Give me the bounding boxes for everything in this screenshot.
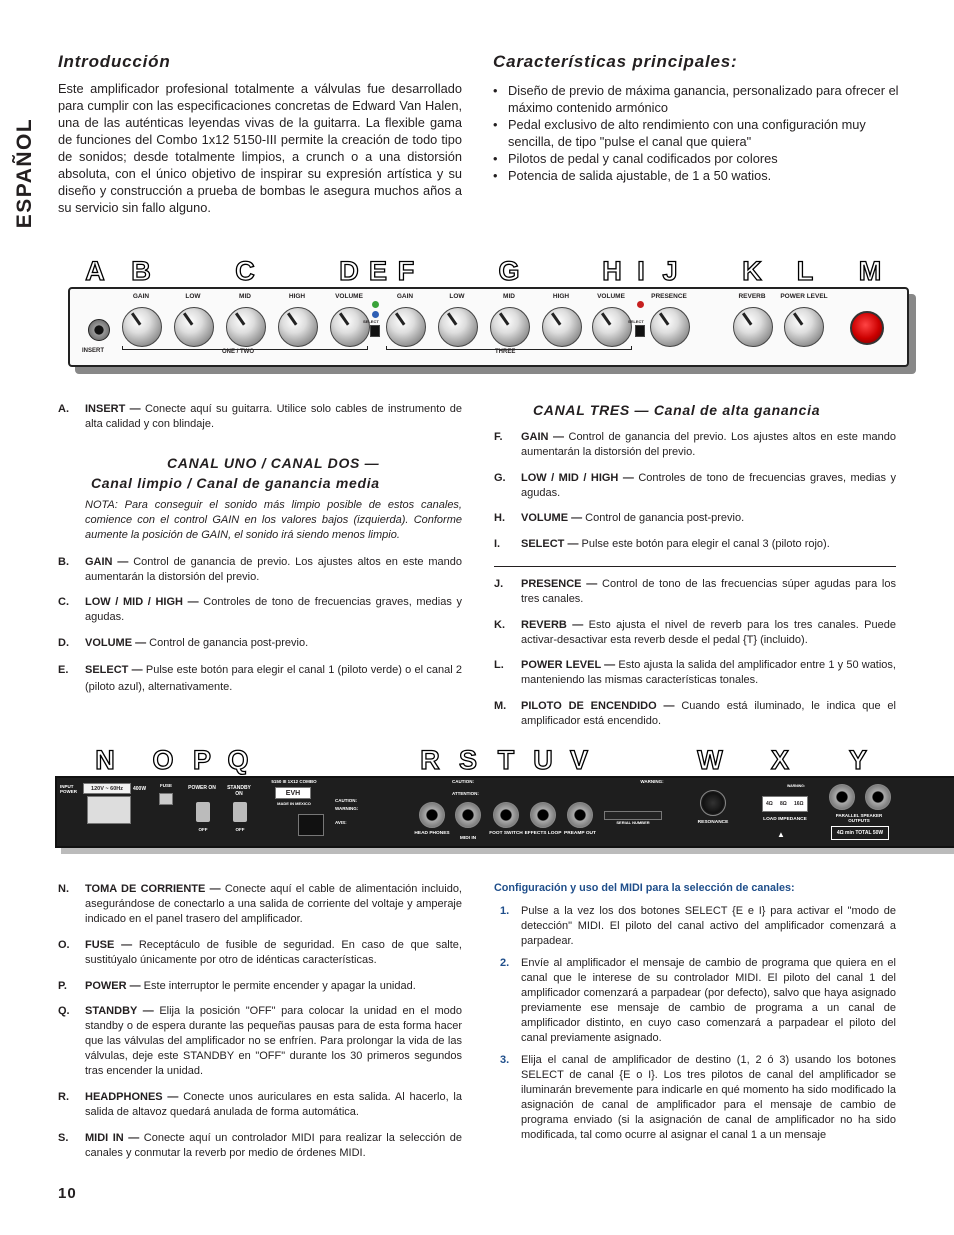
- item-i: I. SELECT — Pulse este botón para elegir el canal 3 (piloto rojo).: [494, 538, 830, 550]
- callout-letter: D: [339, 256, 359, 286]
- made-in-label: MADE IN MEXICO: [277, 801, 311, 806]
- reverb-knob: [733, 307, 773, 347]
- callout-letter: S: [458, 745, 477, 775]
- features-list: [493, 82, 903, 184]
- canal-uno-subtitle: Canal limpio / Canal de ganancia media: [91, 475, 380, 491]
- canal-uno-title: CANAL UNO / CANAL DOS —: [167, 455, 380, 471]
- fuse-holder: [159, 793, 173, 805]
- headphones-jack: [419, 802, 445, 828]
- callout-letter: M: [858, 256, 882, 286]
- warning-label: WARNING:: [786, 784, 806, 788]
- item-l: L. POWER LEVEL — Esto ajusta la salida del amplificador entre 1 y 50 watios, manteniendo las mismas características tonales.: [494, 659, 896, 686]
- callout-letter: T: [497, 745, 515, 775]
- high-knob: [542, 307, 582, 347]
- select-button: [635, 325, 645, 337]
- caution-label: CAUTION:: [452, 779, 474, 784]
- parallel-label: PARALLEL SPEAKER OUTPUTS: [835, 813, 883, 823]
- head-phones-label: HEAD PHONES: [414, 831, 450, 836]
- midi-step: 3. Elija el canal de amplificador de destino (1, 2 ó 3) usando los botones SELECT de canal {E o I}. Los tres pilotos de canal del amplificador se iluminarán brevemente para indicarle en qué momento ha sido modificado la asignación de canal de amplificador para el mensaje de cambio de programa enviado (si la asignación de canal de amplificador no ha sido modificada, tal como ocurre al asignar el canal 1 a un mensaje: [500, 1054, 896, 1141]
- language-side-label: ESPAÑOL: [13, 117, 36, 229]
- nota-text: NOTA: Para conseguir el sonido más limpio posible de estos canales, comience con el control GAIN en los valores bajos (izquierda). Conforme aumente la posición de GAIN, el sonido irá siendo menos limpio.: [85, 499, 462, 541]
- power-switch: [196, 802, 210, 822]
- power-level-knob: [784, 307, 824, 347]
- speaker-out-jack: [829, 784, 855, 810]
- warning-label: WARNING:: [335, 806, 359, 811]
- warning-triangle-icon: ▲: [777, 830, 785, 839]
- green-led: [372, 301, 379, 308]
- preamp-out-label: PREAMP OUT: [564, 831, 596, 836]
- callout-letter: R: [420, 745, 440, 775]
- feature-item: • Pilotos de pedal y canal codificados por colores: [493, 150, 903, 167]
- knob-label: LOW: [185, 293, 201, 300]
- callout-letter: V: [569, 745, 588, 775]
- midi-in-jack: [455, 802, 481, 828]
- preamp-out-jack: [567, 802, 593, 828]
- impedance-selector: 4Ω 8Ω 16Ω: [762, 796, 808, 812]
- off-label: OFF: [235, 827, 245, 832]
- knob-label: GAIN: [396, 293, 414, 300]
- select-button: [370, 325, 380, 337]
- feature-item: • Diseño de previo de máxima ganancia, personalizado para ofrecer el máximo contenido armónico: [493, 82, 903, 116]
- midi-step: 2. Envíe al amplificador el mensaje de cambio de programa que quiera en el canal que le interese de su controlador MIDI. El piloto del canal 1 del amplificador comenzará a parpadear (por defecto), salvo que haya asignado previamente ese mensaje de cambio de programa a un canal de amplificador distinto, en cuyo caso comenzará a parpadear el piloto del canal previamente asignado.: [500, 957, 896, 1044]
- item-f: F. GAIN — Control de ganancia del previo. Los ajustes altos en este mando aumentarán la distorsión del previo.: [494, 431, 896, 458]
- effects-loop-jack: [530, 802, 556, 828]
- divider: [494, 566, 896, 567]
- callout-letter: H: [602, 256, 622, 286]
- item-r: R. HEADPHONES — Conecte unos auriculares en esta salida. Al hacerlo, la salida de altavoz quedará anulada de forma automática.: [58, 1091, 462, 1118]
- feature-item: • Potencia de salida ajustable, de 1 a 50 watios.: [493, 167, 903, 184]
- knob-label: VOLUME: [597, 293, 625, 300]
- one-two-label: ONE / TWO: [222, 349, 254, 355]
- callout-letter: Y: [848, 745, 867, 775]
- voltage-label: 120V ~ 60Hz: [83, 783, 131, 794]
- footswitch-jack: [493, 802, 519, 828]
- knob-label: HIGH: [552, 293, 570, 300]
- effects-loop-label: EFFECTS LOOP: [524, 831, 562, 836]
- select-label: SELECT: [363, 319, 379, 324]
- callout-letter: X: [770, 745, 789, 775]
- select-label: SELECT: [628, 319, 644, 324]
- callout-letter: I: [637, 256, 645, 286]
- attention-label: ATTENTION:: [452, 791, 479, 796]
- model-label: 5150 III 1X12 COMBO: [271, 779, 317, 784]
- volume-knob: [592, 307, 632, 347]
- callout-letter: F: [397, 256, 415, 286]
- callout-letter: W: [697, 745, 723, 775]
- red-led: [637, 301, 644, 308]
- blue-led: [372, 311, 379, 318]
- front-panel-callouts: [80, 256, 890, 288]
- item-q: Q. STANDBY — Elija la posición "OFF" para colocar la unidad en el modo standby o de espera durante las pequeñas pausas para de esta forma hacer que las válvulas del amplificador no se enfríen. Para prolongar la vida de las válvulas, deje este STANDBY en "OFF" durante los 30 primeros segundos tras encender la unidad.: [58, 1005, 462, 1077]
- low-knob: [174, 307, 214, 347]
- insert-label: INSERT: [82, 348, 105, 354]
- callout-letter: G: [498, 256, 520, 286]
- mid-knob: [490, 307, 530, 347]
- callout-letter: K: [742, 256, 762, 286]
- mid-knob: [226, 307, 266, 347]
- canal-tres-title: CANAL TRES — Canal de alta ganancia: [533, 402, 821, 418]
- resonance-label: RESONANCE: [697, 820, 729, 825]
- item-s: S. MIDI IN — Conecte aquí un controlador MIDI para realizar la selección de canales y conmutar la reverb por medio de órdenes MIDI.: [58, 1132, 462, 1159]
- warning-label: WARNING:: [640, 779, 664, 784]
- knob-label: VOLUME: [335, 293, 363, 300]
- watts-label: 400W: [133, 786, 147, 792]
- callout-letter: J: [662, 256, 678, 286]
- item-p: P. POWER — Este interruptor le permite encender y apagar la unidad.: [58, 980, 416, 992]
- serial-plate: [298, 814, 324, 836]
- intro-title: Introducción: [58, 52, 171, 71]
- back-panel-diagram: [55, 776, 954, 848]
- power-lamp: [850, 311, 884, 345]
- three-label: THREE: [495, 349, 516, 355]
- item-a: A. INSERT — Conecte aquí su guitarra. Utilice solo cables de instrumento de alta calidad y con blindaje.: [58, 403, 462, 430]
- speaker-out-jack: [865, 784, 891, 810]
- min-total-label: 4Ω min TOTAL 50W: [831, 826, 889, 840]
- knob-label: HIGH: [288, 293, 306, 300]
- back-panel-callouts: [80, 745, 900, 777]
- callout-letter: N: [95, 745, 115, 775]
- callout-letter: Q: [227, 745, 249, 775]
- item-k: K. REVERB — Esto ajusta el nivel de reverb para los tres canales. Puede activar-desactivar esta reverb desde el pedal {T} (incluido).: [494, 619, 896, 646]
- knob-label: GAIN: [132, 293, 150, 300]
- item-o: O. FUSE — Receptáculo de fusible de seguridad. En caso de que salte, sustitúyalo únicamente por otro de idénticas características.: [58, 939, 462, 966]
- presence-knob: [650, 307, 690, 347]
- callout-letter: E: [368, 256, 387, 286]
- fuse-label: FUSE: [159, 783, 172, 788]
- item-g: G. LOW / MID / HIGH — Controles de tono de frecuencias graves, medias y agudas.: [494, 472, 896, 499]
- callout-letter: L: [796, 256, 814, 286]
- foot-switch-label: FOOT SWITCH: [489, 831, 523, 836]
- knob-label: PRESENCE: [651, 293, 687, 300]
- off-label: OFF: [198, 827, 208, 832]
- caution-label: CAUTION:: [335, 798, 357, 803]
- volume-knob: [330, 307, 370, 347]
- gain-knob: [122, 307, 162, 347]
- knob-label: MID: [503, 293, 515, 300]
- callout-letter: O: [152, 745, 174, 775]
- callout-letter: A: [85, 256, 105, 286]
- features-title: Características principales:: [493, 52, 738, 71]
- knob-label: LOW: [449, 293, 465, 300]
- standby-on-label: STANDBY ON: [227, 785, 251, 797]
- input-power-label: INPUT POWER: [60, 784, 78, 794]
- midi-title: Configuración y uso del MIDI para la selección de canales:: [494, 882, 795, 894]
- intro-section: [58, 52, 462, 216]
- item-d: D. VOLUME — Control de ganancia post-previo.: [58, 637, 309, 649]
- item-m: M. PILOTO DE ENCENDIDO — Cuando está iluminado, le indica que el amplificador está encendido.: [494, 700, 896, 727]
- power-on-label: POWER ON: [188, 785, 216, 791]
- insert-jack: [88, 319, 110, 341]
- midi-in-label: MIDI IN: [459, 836, 477, 841]
- resonance-knob: [700, 790, 726, 816]
- midi-step: 1. Pulse a la vez los dos botones SELECT {E e I} para activar el "modo de detección" MIDI. El piloto del canal activo del amplificador comenzará a parpadear.: [500, 905, 896, 947]
- callout-letter: P: [192, 745, 211, 775]
- callout-letter: U: [533, 745, 553, 775]
- item-n: N. TOMA DE CORRIENTE — Conecte aquí el cable de alimentación incluido, asegurándose de conectarlo a una salida de corriente del voltaje y amperaje indicado en el panel trasero del amplificador.: [58, 883, 462, 925]
- power-socket-icon: [87, 796, 131, 824]
- high-knob: [278, 307, 318, 347]
- callout-letter: B: [131, 256, 151, 286]
- gain-knob: [386, 307, 426, 347]
- features-section: [493, 52, 903, 184]
- standby-switch: [233, 802, 247, 822]
- front-panel-diagram: [68, 287, 909, 367]
- knob-label: MID: [239, 293, 251, 300]
- load-impedance-label: LOAD IMPEDANCE: [763, 817, 807, 822]
- item-c: C. LOW / MID / HIGH — Controles de tono de frecuencias graves, medias y agudas.: [58, 596, 462, 623]
- item-e: E. SELECT — Pulse este botón para elegir el canal 1 (piloto verde) o el canal 2 (piloto azul), alternativamente.: [58, 664, 463, 693]
- knob-label: POWER LEVEL: [780, 293, 828, 300]
- feature-item: • Pedal exclusivo de alto rendimiento con una configuración muy sencilla, de tipo "pulse el canal que quiera": [493, 116, 903, 150]
- item-b: B. GAIN — Control de ganancia de previo. Los ajustes altos en este mando aumentarán la distorsión del previo.: [58, 556, 462, 583]
- serial-number-box: [604, 811, 662, 820]
- low-knob: [438, 307, 478, 347]
- intro-text: Este amplificador profesional totalmente a válvulas fue desarrollado para cumplir con las especificaciones concretas de Edward Van Halen, una de las auténticas leyendas vivas de la guitarra. La flexible gama de funciones del Combo 1x12 5150-III permite la creación de todo tipo de sonidos; desde totalmente limpios, a crunch o a una distorsión absoluta, con el único objetivo de inspirar su expresión artística y su diseño y construcción a prueba de bombas le asegura muchos años a su servicio sin fallo alguno.: [58, 81, 462, 215]
- serial-label: SERIAL NUMBER: [616, 820, 650, 825]
- item-h: H. VOLUME — Control de ganancia post-previo.: [494, 512, 745, 524]
- brand-logo: EVH: [275, 787, 311, 799]
- page-number: 10: [58, 1185, 77, 1202]
- knob-label: REVERB: [738, 293, 766, 300]
- item-j: J. PRESENCE — Control de tono de las frecuencias súper agudas para los tres canales.: [494, 578, 896, 605]
- avis-label: AVIS:: [335, 820, 347, 825]
- callout-letter: C: [235, 256, 255, 286]
